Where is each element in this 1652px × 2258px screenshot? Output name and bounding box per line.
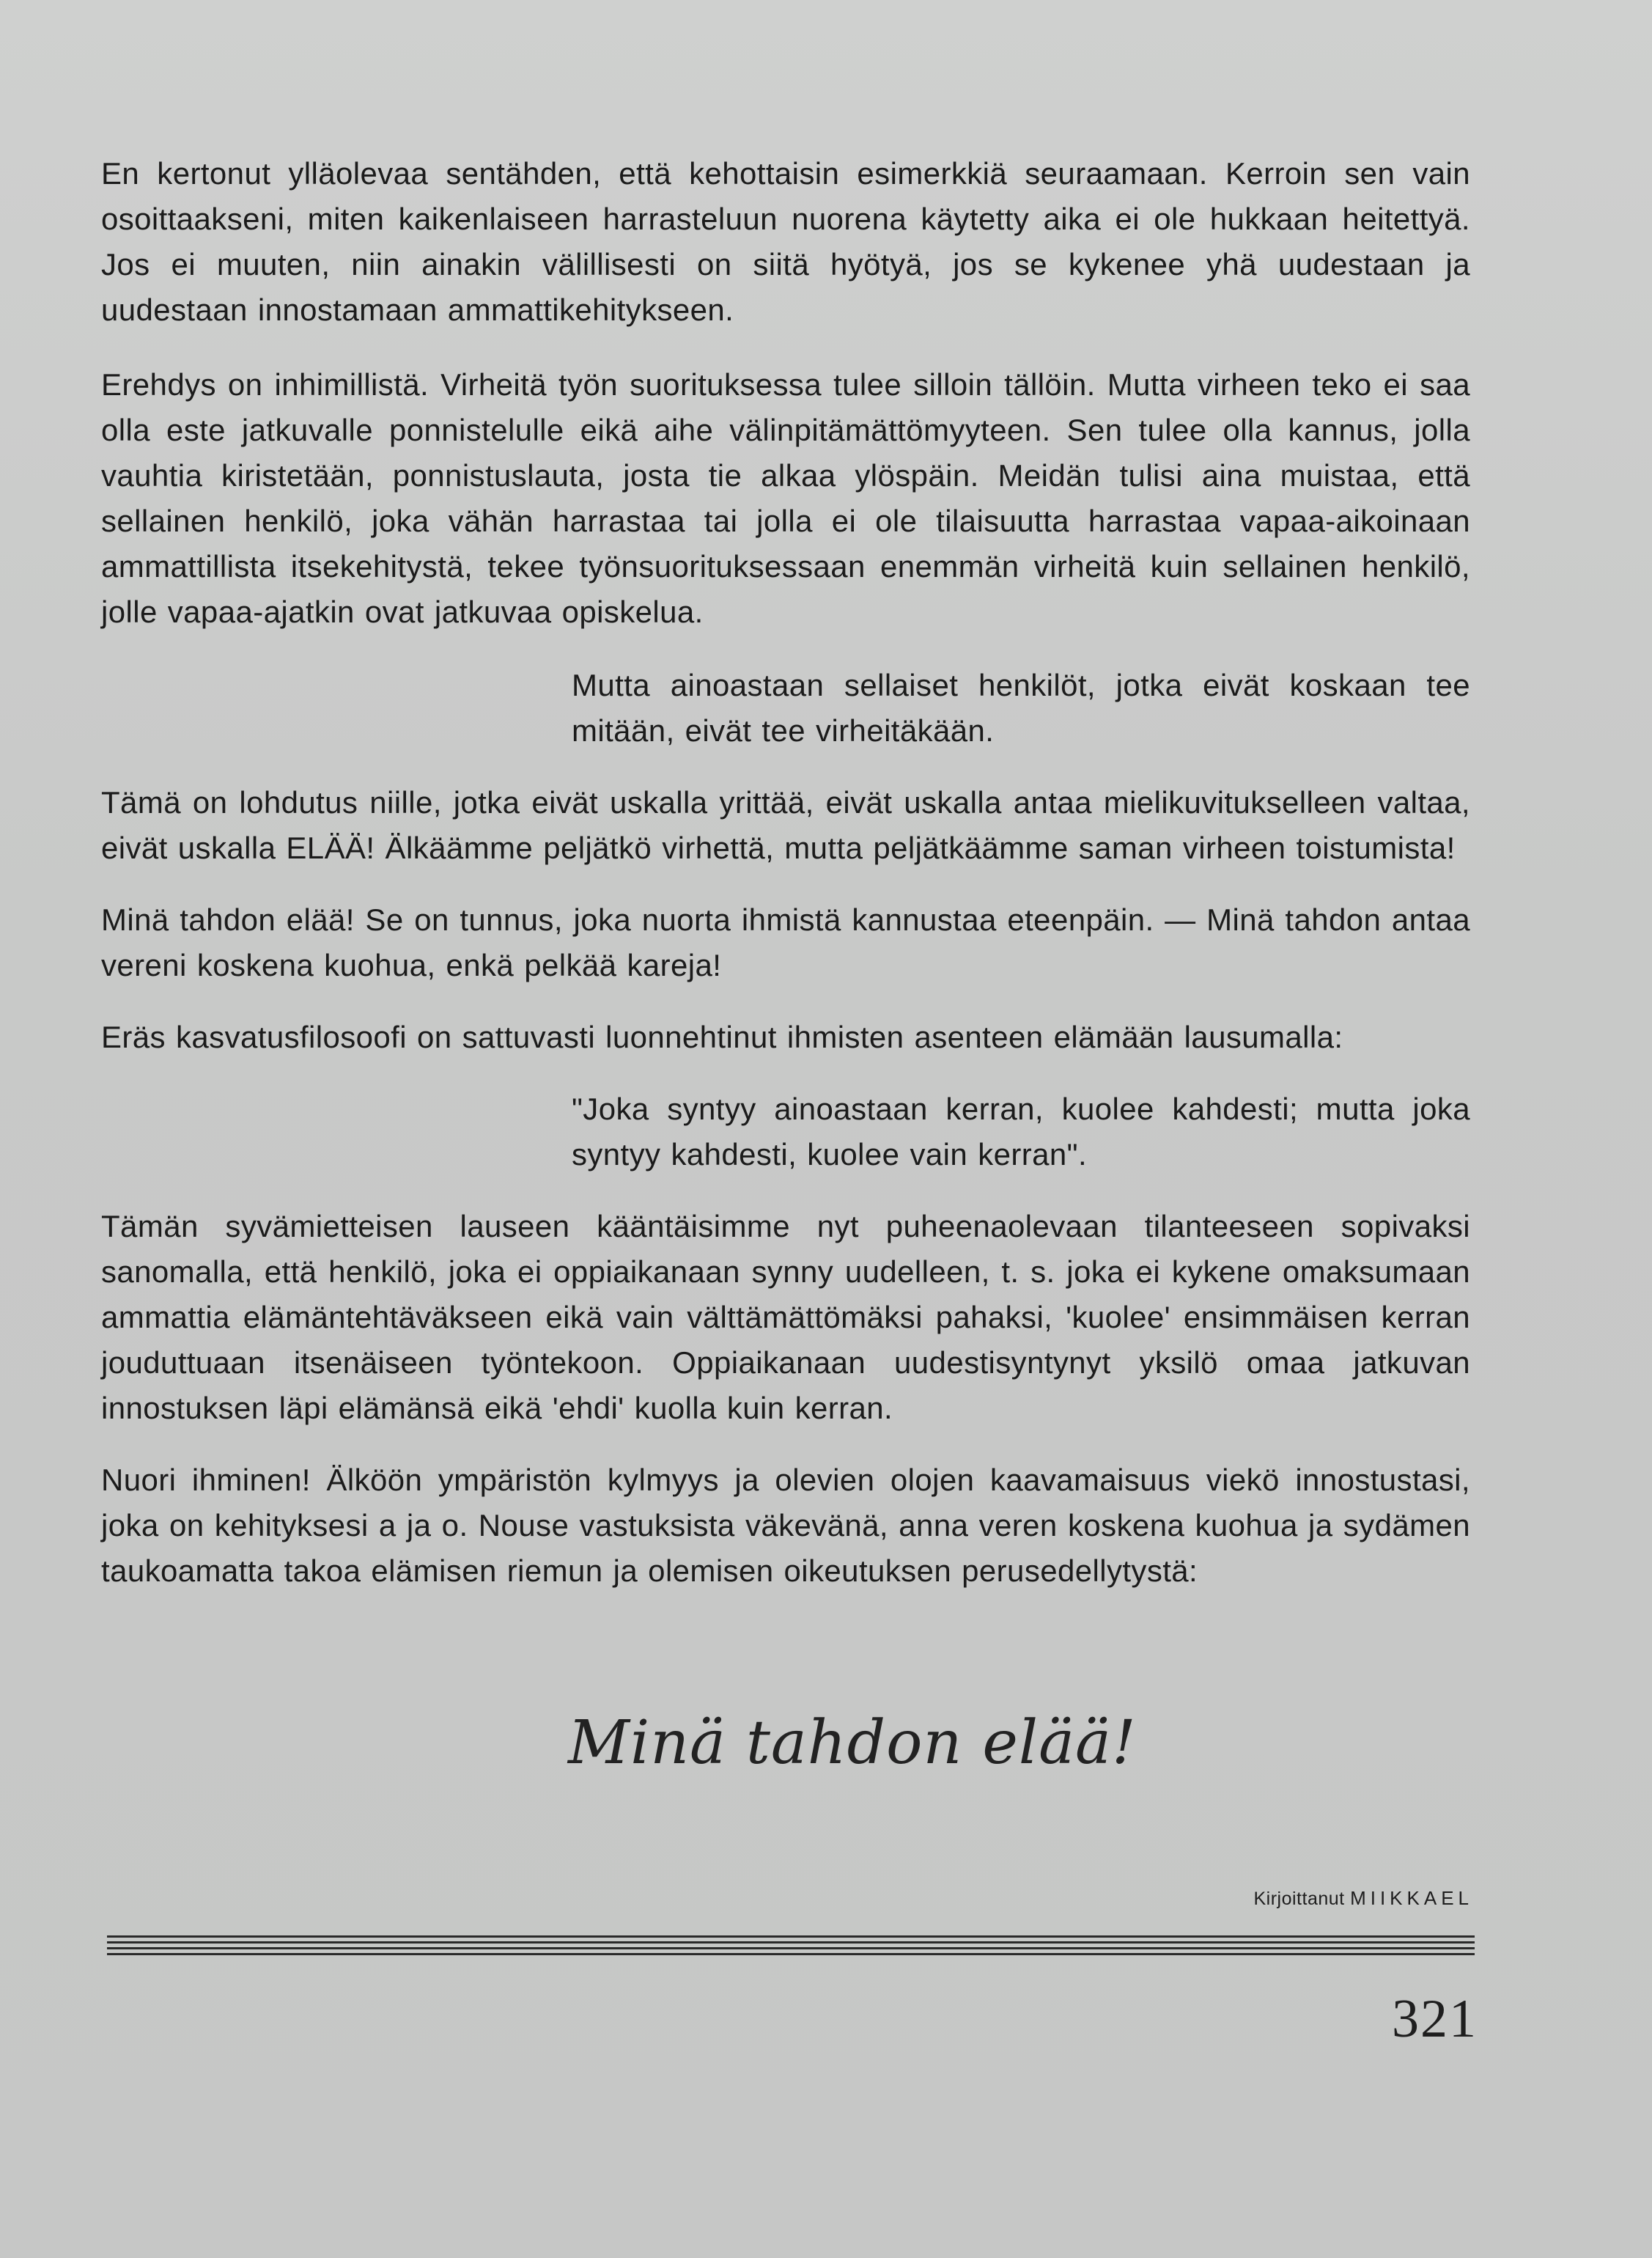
paragraph-4: Minä tahdon elää! Se on tunnus, joka nuorta ihmistä kannustaa eteenpäin. — Minä tahdon antaa vereni koskena kuohua, enkä pelkää kareja! bbox=[101, 902, 1470, 982]
paragraph-3: Tämä on lohdutus niille, jotka eivät uskalla yrittää, eivät uskalla antaa mielikuvitukselleen valtaa, eivät uskalla ELÄÄ! Älkäämme peljätkö virhettä, mutta peljätkäämme saman virheen toistumista! bbox=[101, 785, 1470, 865]
rule-line bbox=[107, 1947, 1475, 1949]
text-column bbox=[101, 151, 1470, 1620]
rule-line bbox=[107, 1941, 1475, 1943]
paragraph-2: Erehdys on inhimillistä. Virheitä työn suorituksessa tulee silloin tällöin. Mutta virheen teko ei saa olla este jatkuvalle ponnistelulle eikä aihe välinpitämättömyyteen. Sen tulee olla kannus, jolla vauhtia kiristetään, ponnistuslauta, josta tie alkaa ylöspäin. Meidän tulisi aina muistaa, että sellainen henkilö, joka vähän harrastaa tai jolla ei ole tilaisuutta harrastaa vapaa-aikoinaan ammattillista itsekehitystä, tekee työnsuorituksessaan enemmän virheitä kuin sellainen henkilö, jolle vapaa-ajatkin ovat jatkuvaa opiskelua. bbox=[101, 367, 1470, 629]
author-credit bbox=[1253, 1887, 1473, 1910]
author-name: MIIKKAEL bbox=[1350, 1887, 1473, 1909]
paragraph-6: Tämän syvämietteisen lauseen kääntäisimme nyt puheenaolevaan tilanteeseen sopivaksi sanomalla, että henkilö, joka ei oppiaikanaan synny uudelleen, t. s. joka ei kykene omaksumaan ammattia elämäntehtäväkseen eikä vain välttämättömäksi pahaksi, 'kuolee' ensimmäisen kerran jouduttuaan itsenäiseen työntekoon. Oppiaikanaan uudestisyntynyt yksilö omaa jatkuvan innostuksen läpi elämänsä eikä 'ehdi' kuolla kuin kerran. bbox=[101, 1209, 1470, 1425]
paragraph-1: En kertonut ylläolevaa sentähden, että kehottaisin esimerkkiä seuraamaan. Kerroin sen vain osoittaakseni, miten kaikenlaiseen harrasteluun nuorena käytetty aika ei ole hukkaan heitettyä. Jos ei muuten, niin ainakin välillisesti on siitä hyötyä, jos se kykenee yhä uudestaan ja uudestaan innostamaan ammattikehitykseen. bbox=[101, 156, 1470, 327]
indented-statement: Mutta ainoastaan sellaiset henkilöt, jotka eivät koskaan tee mitään, eivät tee virheitäkään. bbox=[572, 668, 1470, 748]
script-slogan: Minä tahdon elää! bbox=[568, 1708, 1137, 1778]
page-number: 321 bbox=[1392, 1989, 1478, 2049]
philosopher-quote: "Joka syntyy ainoastaan kerran, kuolee kahdesti; mutta joka syntyy kahdesti, kuolee vain kerran". bbox=[572, 1092, 1470, 1172]
paragraph-7: Nuori ihminen! Älköön ympäristön kylmyys ja olevien olojen kaavamaisuus viekö innostustasi, joka on kehityksesi a ja o. Nouse vastuksista väkevänä, anna veren koskena kuohua ja sydämen taukoamatta takoa elämisen riemun ja olemisen oikeutuksen perusedellytystä: bbox=[101, 1463, 1470, 1588]
author-prefix: Kirjoittanut bbox=[1253, 1889, 1345, 1909]
decorative-rule bbox=[107, 1935, 1475, 1959]
rule-line bbox=[107, 1935, 1475, 1938]
rule-line bbox=[107, 1953, 1475, 1955]
paragraph-5: Eräs kasvatusfilosoofi on sattuvasti luonnehtinut ihmisten asenteen elämään lausumalla: bbox=[101, 1020, 1343, 1054]
